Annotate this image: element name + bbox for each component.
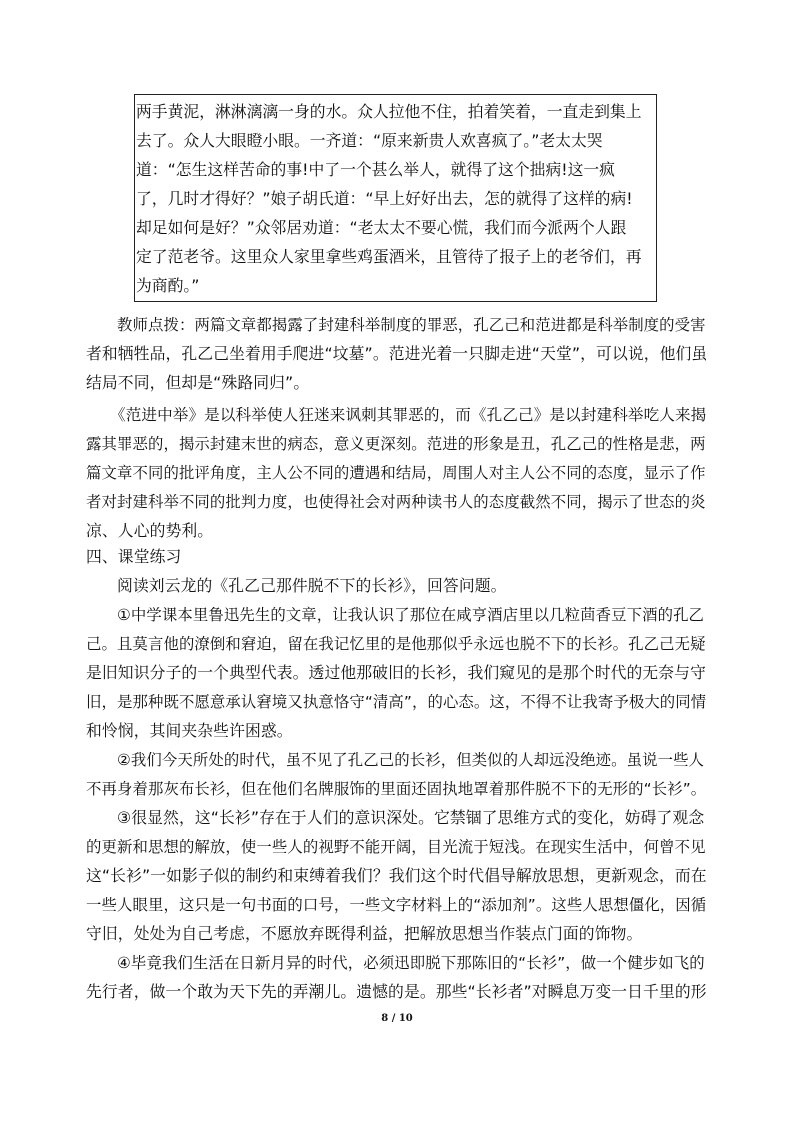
paragraph-line: 是旧知识分子的一个典型代表。透过他那破旧的长衫，我们窥见的是那个时代的无奈与守 [86,663,706,682]
quote-box [134,94,657,302]
section-heading: 四、课堂练习 [86,547,182,566]
quote-line: 却足如何是好？”众邻居劝道：“老太太不要心慌，我们而今派两个人跟 [136,218,627,237]
paragraph-line: 阅读刘云龙的《孔乙己那件脱不下的长衫》，回答问题。 [117,576,507,595]
paragraph-line: 者对封建科举不同的批判力度，也使得社会对两种读书人的态度截然不同，揭示了世态的炎 [86,493,706,511]
paragraph-line: 结局不同，但却是“殊路同归”。 [86,373,310,392]
paragraph-line: ③很显然，这“长衫”存在于人们的意识深处。它禁锢了思维方式的变化，妨碍了观念 [117,808,705,827]
paragraph-line: 者和牺牲品，孔乙己坐着用手爬进“坟墓”。范进光着一只脚走进“天堂”，可以说，他们虽 [86,344,708,363]
paragraph-line: 先行者，做一个敢为天下先的弄潮儿。遗憾的是。那些“长衫者”对瞬息万变一日千里的形 [86,982,707,1001]
paragraph-line: 露其罪恶的，揭示封建末世的病态，意义更深刻。范进的形象是丑，孔乙己的性格是悲，两 [86,435,706,453]
paragraph-line: ①中学课本里鲁迅先生的文章，让我认识了那位在咸亨酒店里以几粒茴香豆下酒的孔乙 [117,606,705,624]
paragraph-line: 《范进中举》是以科举使人狂迷来讽刺其罪恶的，而《孔乙己》是以封建科举吃人来揭 [110,406,707,424]
quote-line: 两手黄泥，淋淋漓漓一身的水。众人拉他不住，拍着笑着，一直走到集上 [136,102,642,121]
page-number: 8 / 10 [381,1013,413,1024]
paragraph-line: 不再身着那灰布长衫，但在他们名牌服饰的里面还固执地罩着那件脱不下的无形的“长衫”。 [86,780,707,798]
paragraph-line: 篇文章不同的批评角度，主人公不同的遭遇和结局，周围人对主人公不同的态度，显示了作 [86,464,706,482]
paragraph-line: 凉、人心的势利。 [86,521,214,540]
paragraph-line: 己。且莫言他的潦倒和窘迫，留在我记忆里的是他那似乎永远也脱不下的长衫。孔乙己无疑 [86,635,706,653]
paragraph-line: 守旧，处处为自己考虑，不愿放弃既得利益，把解放思想当作装点门面的饰物。 [86,924,643,943]
quote-line: 定了范老爷。这里众人家里拿些鸡蛋酒米，且管待了报子上的老爷们，再 [136,247,642,266]
paragraph-line: 教师点拨：两篇文章都揭露了封建科举制度的罪恶，孔乙己和范进都是科举制度的受害 [117,316,706,334]
paragraph-line: 旧，是那种既不愿意承认窘境又执意恪守“清高”，的心态。这，不得不让我寄予极大的同情 [86,693,707,711]
quote-line: 为商酌。” [136,276,200,295]
quote-line: 了，几时才得好？”娘子胡氏道：“早上好好出去，怎的就得了这样的病! [136,189,633,208]
quote-line: 去了。众人大眼瞪小眼。一齐道：“原来新贵人欢喜疯了。”老太太哭 [136,131,603,150]
paragraph-line: 和怜悯，其间夹杂些许困惑。 [86,721,293,740]
paragraph-line: 一些人眼里，这只是一句书面的口号，一些文字材料上的“添加剂”。这些人思想僵化，因循 [86,896,707,914]
paragraph-line: 的更新和思想的解放，使一些人的视野不能开阔，目光流于短浅。在现实生活中，何曾不见 [86,838,706,856]
paragraph-line: ④毕竟我们生活在日新月异的时代，必须迅即脱下那陈旧的“长衫”，做一个健步如飞的 [117,954,705,972]
paragraph-line: ②我们今天所处的时代，虽不见了孔乙己的长衫，但类似的人却远没绝迹。虽说一些人 [117,751,705,769]
paragraph-line: 这“长衫”一如影子似的制约和束缚着我们？我们这个时代倡导解放思想，更新观念，而在 [86,866,707,885]
quote-line: 道：“怎生这样苦命的事!中了一个甚么举人，就得了这个拙病!这一疯 [136,160,615,179]
